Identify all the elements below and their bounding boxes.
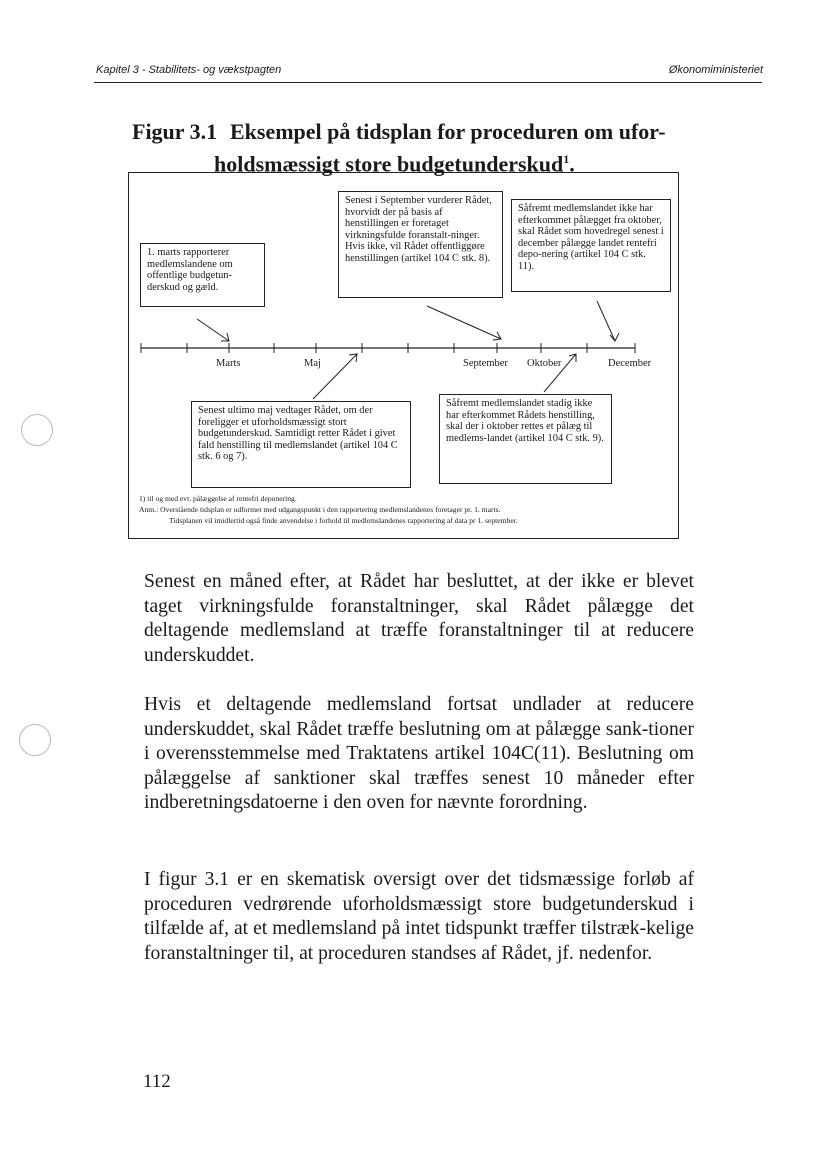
running-header-chapter: Kapitel 3 - Stabilitets- og vækstpagten — [96, 64, 282, 76]
arrow-september — [427, 306, 501, 339]
punch-hole-bottom — [19, 724, 51, 756]
paragraph-1: Senest en måned efter, at Rådet har besluttet, at der ikke er blevet taget virkningsfulde foranstaltninger, skal Rådet pålægge det deltagende medlemsland at træffe foranstaltninger til at reducere underskuddet. — [144, 571, 694, 666]
arrow-december — [597, 301, 615, 341]
arrow-march — [197, 319, 229, 341]
punch-hole-top — [21, 414, 53, 446]
paragraph-2: Hvis et deltagende medlemsland fortsat undlader at reducere underskuddet, skal Rådet træffe beslutning om at pålægge sank-tioner i overensstemmelse med Traktatens artikel 104C(11). Beslutning om pålæggelse af sanktioner skal træffes senest 10 måneder efter indberetningsdatoerne i den oven for nævnte forordning. — [144, 694, 694, 814]
box-october-order: Såfremt medlemslandet stadig ikke har efterkommet Rådets henstilling, skal der i oktober rettes et pålæg til medlems-landet (artikel 104 C stk. 9). — [439, 394, 612, 484]
box-march-report: 1. marts rapporterer medlemslandene om offentlige budgetun-derskud og gæld. — [140, 243, 265, 307]
figure-title-line1: Eksempel på tidsplan for proceduren om ufor- — [230, 119, 666, 144]
figure-number: Figur 3.1 — [132, 119, 218, 144]
month-label-marts: Marts — [216, 358, 241, 369]
figure-annotation-line2: Tidsplanen vil imidlertid også finde anvendelse i forhold til medlemslandenes rapportering af data pr 1. september. — [169, 516, 518, 525]
arrowhead-december — [610, 333, 619, 341]
figure-footnote: 1) til og med evt. pålæggelse af rentefri deponering. — [139, 494, 297, 503]
running-header-ministry: Økonomiministeriet — [668, 64, 763, 76]
month-label-maj: Maj — [304, 358, 321, 369]
page-number: 112 — [143, 1071, 171, 1092]
figure-title-line2: holdsmæssigt store budgetunderskud$^1$. — [214, 151, 575, 177]
month-label-december: December — [608, 358, 652, 369]
figure-frame — [128, 172, 679, 539]
month-label-september: September — [463, 358, 508, 369]
box-september-assessment: Senest i September vurderer Rådet, hvorvidt der på basis af henstillingen er foretaget virkningsfulde foranstalt-ninger. Hvis ikke, vil Rådet offentliggøre henstillingen (artikel 104 C stk. 8). — [338, 191, 503, 298]
timeline-diagram — [129, 173, 678, 538]
paragraph-3: I figur 3.1 er en skematisk oversigt over det tidsmæssige forløb af proceduren vedrørende uforholdsmæssigt store budgetunderskud i tilfælde af, at et medlemsland på intet tidspunkt træffer tilstræk-kelige foranstaltninger til, at proceduren standses af Rådet, jf. nedenfor. — [144, 869, 694, 964]
box-december-deposit: Såfremt medlemslandet ikke har efterkommet pålægget fra oktober, skal Rådet som hovedregel senest i december pålægge landet rentefri depo-nering (artikel 104 C stk. 11). — [511, 199, 671, 292]
footnote-marker: 1 — [563, 152, 570, 166]
box-may-decision: Senest ultimo maj vedtager Rådet, om der foreligger et uforholdsmæssigt stort budgetunderskud. Samtidigt retter Rådet i givet fald henstilling til medlemslandet (artikel 104 C stk. 6 og 7). — [191, 401, 411, 488]
month-label-oktober: Oktober — [527, 358, 562, 369]
figure-annotation-line1: Anm.: Overstående tidsplan er udformet med udgangspunkt i den rapportering medlemslandenes foretager pr. 1. marts. — [139, 505, 501, 514]
header-rule — [94, 82, 762, 83]
